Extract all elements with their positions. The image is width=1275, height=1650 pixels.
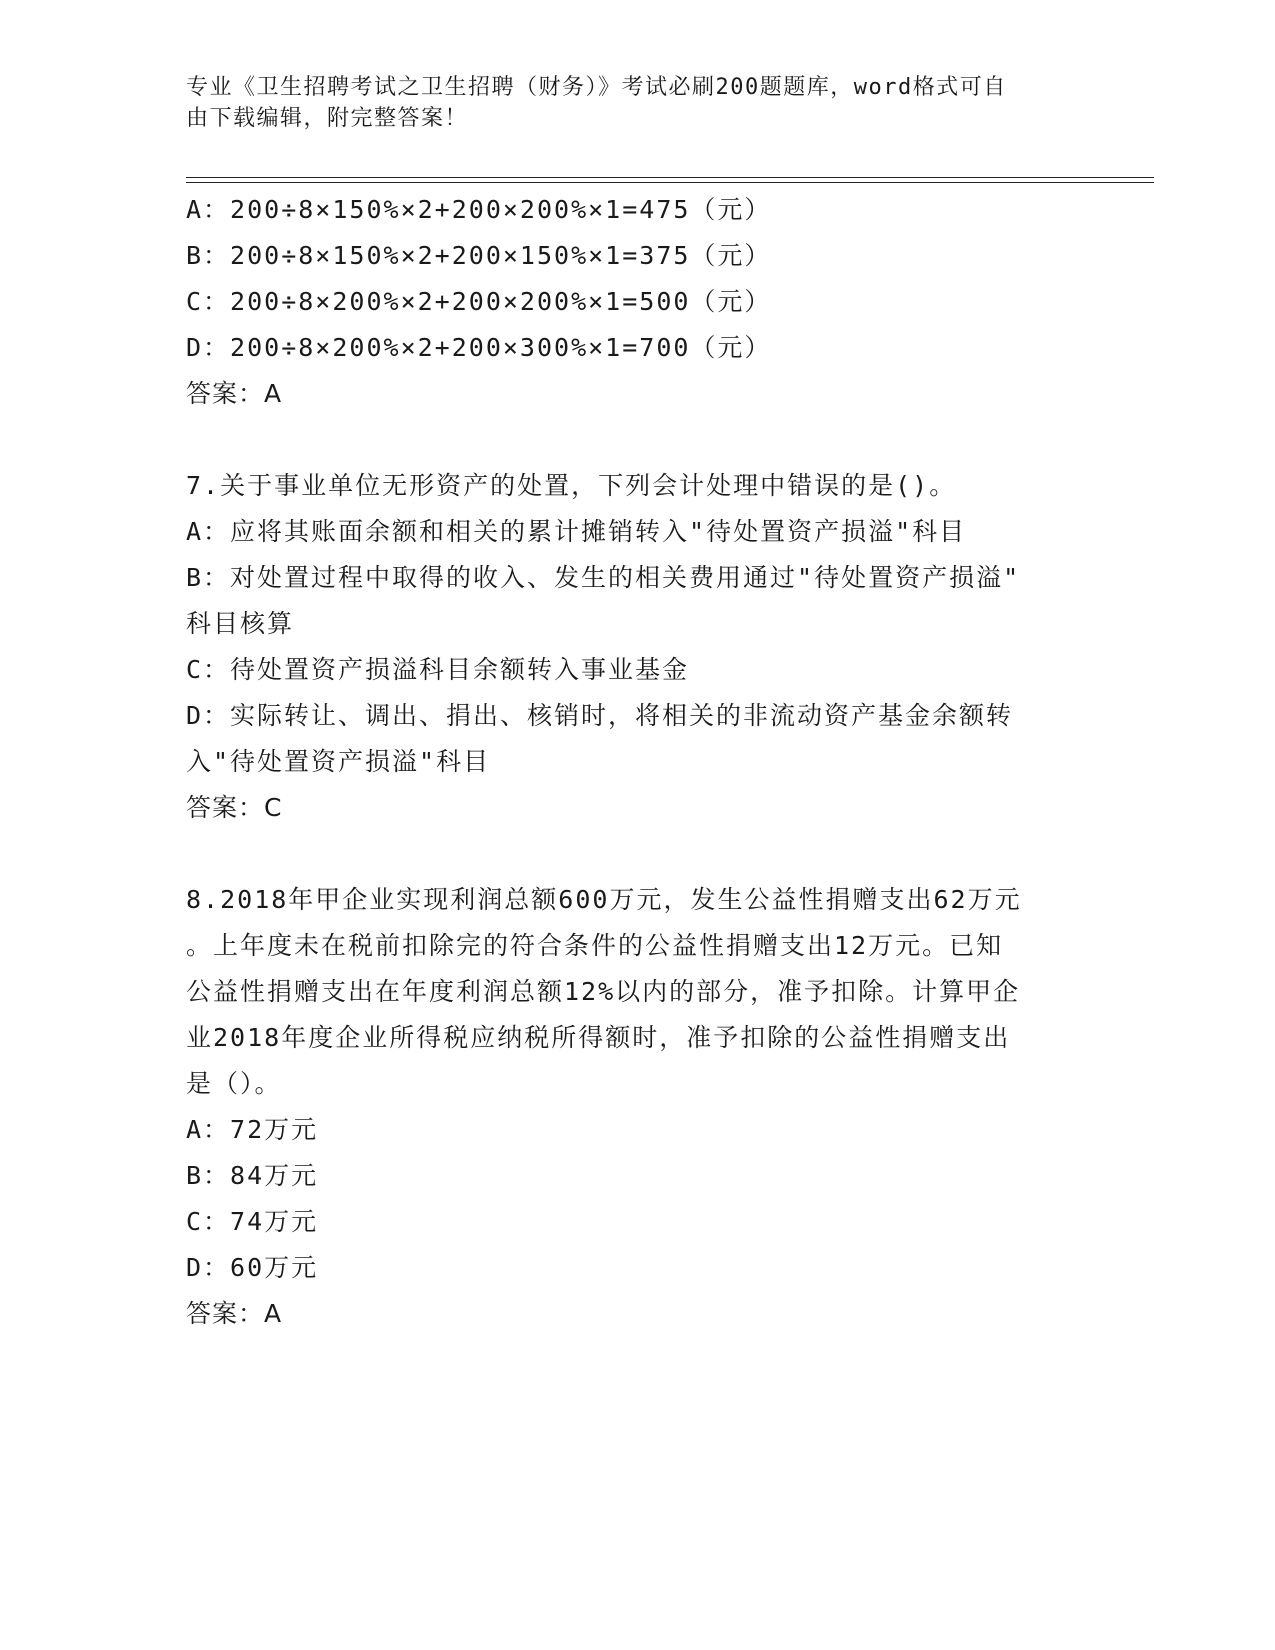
q8-option-a: A：72万元 [186, 1115, 319, 1144]
q7-option-c: C：待处置资产损溢科目余额转入事业基金 [186, 655, 690, 684]
q7-option-a: A：应将其账面余额和相关的累计摊销转入"待处置资产损溢"科目 [186, 517, 967, 546]
q8-question-line-4: 业2018年度企业所得税应纳税所得额时，准予扣除的公益性捐赠支出 [186, 1023, 1011, 1052]
header-divider-top [186, 177, 1154, 178]
document-body [186, 187, 1086, 1337]
q8-option-b: B：84万元 [186, 1161, 319, 1190]
q8-question-line-2: 。上年度未在税前扣除完的符合条件的公益性捐赠支出12万元。已知 [186, 931, 1004, 960]
q7-option-b-line-1: B：对处置过程中取得的收入、发生的相关费用通过"待处置资产损溢" [186, 563, 1021, 592]
q8-question-line-3: 公益性捐赠支出在年度利润总额12%以内的部分，准予扣除。计算甲企 [186, 977, 1021, 1006]
q8-question-line-5: 是（）。 [186, 1069, 282, 1098]
header-line-1: 专业《卫生招聘考试之卫生招聘（财务）》考试必刷200题题库，word格式可自 [186, 75, 1007, 100]
question-8 [186, 877, 1086, 1337]
q6-option-a: A：200÷8×150%×2+200×200%×1=475（元） [186, 195, 772, 224]
q7-option-b-line-2: 科目核算 [186, 609, 295, 638]
q7-option-d-line-2: 入"待处置资产损溢"科目 [186, 747, 491, 776]
spacer [186, 831, 1086, 877]
header-line-2: 由下载编辑，附完整答案！ [186, 106, 469, 131]
spacer [186, 417, 1086, 463]
q8-option-d: D：60万元 [186, 1253, 319, 1282]
q6-option-b: B：200÷8×150%×2+200×150%×1=375（元） [186, 241, 772, 270]
question-6 [186, 187, 1086, 417]
document-header [186, 72, 1066, 134]
q8-question-line-1: 8.2018年甲企业实现利润总额600万元，发生公益性捐赠支出62万元 [186, 885, 1022, 914]
q6-option-d: D：200÷8×200%×2+200×300%×1=700（元） [186, 333, 772, 362]
q7-question: 7.关于事业单位无形资产的处置，下列会计处理中错误的是()。 [186, 471, 957, 500]
header-divider-bottom [186, 182, 1154, 183]
q8-option-c: C：74万元 [186, 1207, 319, 1236]
q6-answer: 答案：A [186, 379, 283, 408]
question-7 [186, 463, 1086, 831]
q6-option-c: C：200÷8×200%×2+200×200%×1=500（元） [186, 287, 772, 316]
q7-option-d-line-1: D：实际转让、调出、捐出、核销时，将相关的非流动资产基金余额转 [186, 701, 1014, 730]
q8-answer: 答案：A [186, 1299, 283, 1328]
q7-answer: 答案：C [186, 793, 283, 822]
